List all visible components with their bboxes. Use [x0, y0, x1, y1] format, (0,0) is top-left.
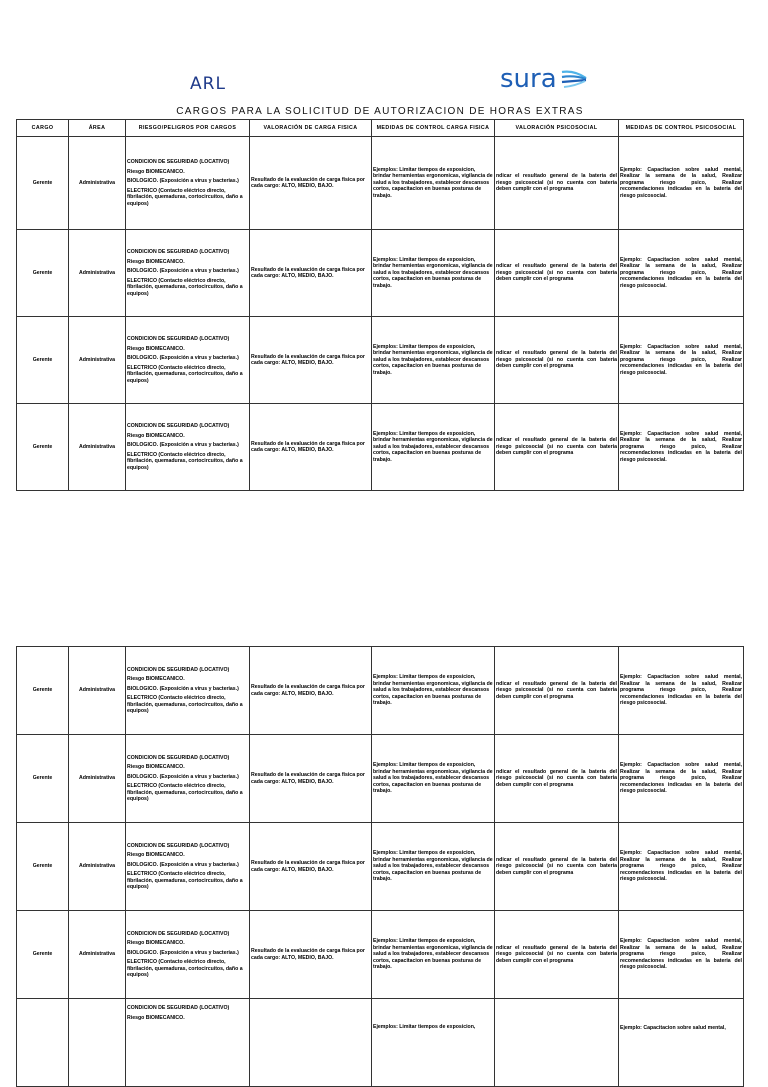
- cargo-cell: Gerente: [17, 647, 69, 735]
- riesgo-cell: [126, 230, 250, 317]
- medidas-fisica-cell: Ejemplos: Limitar tiempos de exposicion,: [372, 999, 495, 1087]
- area-cell: [69, 999, 126, 1087]
- riesgo-cell: [126, 999, 250, 1087]
- valoracion-fisica-cell: Resultado de la evaluación de carga física por cada cargo: ALTO, MEDIO, BAJO.: [250, 137, 372, 230]
- riesgo-cell: [126, 647, 250, 735]
- riesgo-item: CONDICION DE SEGURIDAD (LOCATIVO): [127, 336, 230, 342]
- valoracion-psicosocial-cell: ndicar el resultado general de la bateria del riesgo psicosocial (si no cuenta con bateria deben cumplir con el programa: [495, 137, 619, 230]
- valoracion-psicosocial-cell: ndicar el resultado general de la bateria del riesgo psicosocial (si no cuenta con bateria deben cumplir con el programa: [495, 911, 619, 999]
- riesgo-item: Riesgo BIOMECANICO.: [127, 168, 185, 175]
- medidas-psicosocial-cell: Ejemplo: Capacitacion sobre salud mental, Realizar la semana de la salud, Realizar programa riesgo psico, Realizar recomendaciones indicadas en la bateria del riesgo psicosocial.: [619, 317, 744, 404]
- medidas-fisica-cell: Ejemplos: Limitar tiempos de exposicion, brindar herramientas ergonomicas, vigilancia de salud a los trabajadores, establecer descansos cortos, capacitacion en buenas posturas de trabajo.: [372, 317, 495, 404]
- medidas-fisica-cell: Ejemplos: Limitar tiempos de exposicion, brindar herramientas ergonomicas, vigilancia de salud a los trabajadores, establecer descansos cortos, capacitacion en buenas posturas de trabajo.: [372, 230, 495, 317]
- medidas-psicosocial-cell: Ejemplo: Capacitacion sobre salud mental, Realizar la semana de la salud, Realizar programa riesgo psico, Realizar recomendaciones indicadas en la bateria del riesgo psicosocial.: [619, 911, 744, 999]
- area-cell: Administrativa: [69, 823, 126, 911]
- col-header-medidas-fisica: MEDIDAS DE CONTROL CARGA FISICA: [372, 120, 495, 137]
- riesgo-cell: [126, 137, 250, 230]
- medidas-fisica-cell: Ejemplos: Limitar tiempos de exposicion, brindar herramientas ergonomicas, vigilancia de salud a los trabajadores, establecer descansos cortos, capacitacion en buenas posturas de trabajo.: [372, 647, 495, 735]
- area-cell: Administrativa: [69, 647, 126, 735]
- medidas-psicosocial-cell: Ejemplo: Capacitacion sobre salud mental, Realizar la semana de la salud, Realizar programa riesgo psico, Realizar recomendaciones indicadas en la bateria del riesgo psicosocial.: [619, 735, 744, 823]
- riesgo-item: BIOLOGICO. (Exposición a virus y bacterias.): [127, 178, 239, 184]
- table-row-partial: [17, 999, 744, 1087]
- valoracion-fisica-cell: Resultado de la evaluación de carga física por cada cargo: ALTO, MEDIO, BAJO.: [250, 404, 372, 491]
- riesgo-cell: [126, 735, 250, 823]
- medidas-fisica-cell: Ejemplos: Limitar tiempos de exposicion, brindar herramientas ergonomicas, vigilancia de salud a los trabajadores, establecer descansos cortos, capacitacion en buenas posturas de trabajo.: [372, 911, 495, 999]
- cargo-cell: Gerente: [17, 823, 69, 911]
- riesgo-item: CONDICION DE SEGURIDAD (LOCATIVO): [127, 423, 230, 429]
- table-row: [17, 911, 744, 999]
- cargos-table-page-2: [16, 646, 744, 1087]
- riesgo-item: CONDICION DE SEGURIDAD (LOCATIVO): [127, 930, 230, 937]
- medidas-psicosocial-cell: Ejemplo: Capacitacion sobre salud mental,: [619, 999, 744, 1087]
- riesgo-item: BIOLOGICO. (Exposición a virus y bacterias.): [127, 773, 239, 780]
- valoracion-psicosocial-cell: ndicar el resultado general de la bateria del riesgo psicosocial (si no cuenta con bateria deben cumplir con el programa: [495, 647, 619, 735]
- table-row: [17, 647, 744, 735]
- riesgo-item: ELECTRICO (Contacto eléctrico directo, fibrilación, quemaduras, cortocircuitos, daño a equipos): [127, 783, 243, 802]
- col-header-cargo: CARGO: [17, 120, 69, 137]
- table-row: [17, 823, 744, 911]
- riesgo-item: ELECTRICO (Contacto eléctrico directo, fibrilación, quemaduras, cortocircuitos, daño a equipos): [127, 959, 243, 978]
- riesgo-item: CONDICION DE SEGURIDAD (LOCATIVO): [127, 1005, 230, 1011]
- table-row: [17, 317, 744, 404]
- cargo-cell: Gerente: [17, 404, 69, 491]
- riesgo-item: ELECTRICO (Contacto eléctrico directo, fibrilación, quemaduras, cortocircuitos, daño a equipos): [127, 364, 243, 384]
- area-cell: Administrativa: [69, 137, 126, 230]
- col-header-valoracion-fisica: VALORACIÓN DE CARGA FISICA: [250, 120, 372, 137]
- cargo-cell: Gerente: [17, 735, 69, 823]
- valoracion-fisica-cell: [250, 999, 372, 1087]
- table-row: [17, 404, 744, 491]
- arl-logo: ARL: [190, 74, 226, 94]
- riesgo-item: Riesgo BIOMECANICO.: [127, 676, 185, 682]
- table-row: [17, 137, 744, 230]
- riesgo-cell: [126, 911, 250, 999]
- col-header-valoracion-psicosocial: VALORACIÓN PSICOSOCIAL: [495, 120, 619, 137]
- valoracion-fisica-cell: Resultado de la evaluación de carga física por cada cargo: ALTO, MEDIO, BAJO.: [250, 735, 372, 823]
- medidas-psicosocial-cell: Ejemplo: Capacitacion sobre salud mental, Realizar la semana de la salud, Realizar programa riesgo psico, Realizar recomendaciones indicadas en la bateria del riesgo psicosocial.: [619, 137, 744, 230]
- valoracion-psicosocial-cell: ndicar el resultado general de la bateria del riesgo psicosocial (si no cuenta con bateria deben cumplir con el programa: [495, 404, 619, 491]
- riesgo-item: Riesgo BIOMECANICO.: [127, 1014, 185, 1021]
- medidas-psicosocial-cell: Ejemplo: Capacitacion sobre salud mental, Realizar la semana de la salud, Realizar programa riesgo psico, Realizar recomendaciones indicadas en la bateria del riesgo psicosocial.: [619, 823, 744, 911]
- table-row: [17, 735, 744, 823]
- area-cell: Administrativa: [69, 230, 126, 317]
- riesgo-item: CONDICION DE SEGURIDAD (LOCATIVO): [127, 666, 230, 673]
- cargos-table-page-1: [16, 119, 744, 491]
- table-header-row: [17, 120, 744, 137]
- riesgo-item: ELECTRICO (Contacto eléctrico directo, fibrilación, quemaduras, cortocircuitos, daño a equipos): [127, 695, 243, 714]
- riesgo-item: Riesgo BIOMECANICO.: [127, 345, 185, 352]
- medidas-fisica-cell: Ejemplos: Limitar tiempos de exposicion, brindar herramientas ergonomicas, vigilancia de salud a los trabajadores, establecer descansos cortos, capacitacion en buenas posturas de trabajo.: [372, 735, 495, 823]
- riesgo-item: BIOLOGICO. (Exposición a virus y bacterias.): [127, 442, 239, 448]
- riesgo-item: BIOLOGICO. (Exposición a virus y bacterias.): [127, 861, 239, 868]
- valoracion-fisica-cell: Resultado de la evaluación de carga física por cada cargo: ALTO, MEDIO, BAJO.: [250, 230, 372, 317]
- medidas-psicosocial-cell: Ejemplo: Capacitacion sobre salud mental, Realizar la semana de la salud, Realizar programa riesgo psico, Realizar recomendaciones indicadas en la bateria del riesgo psicosocial.: [619, 404, 744, 491]
- medidas-psicosocial-cell: Ejemplo: Capacitacion sobre salud mental, Realizar la semana de la salud, Realizar programa riesgo psico, Realizar recomendaciones indicadas en la bateria del riesgo psicosocial.: [619, 647, 744, 735]
- valoracion-fisica-cell: Resultado de la evaluación de carga física por cada cargo: ALTO, MEDIO, BAJO.: [250, 823, 372, 911]
- riesgo-item: BIOLOGICO. (Exposición a virus y bacterias.): [127, 355, 239, 361]
- area-cell: Administrativa: [69, 735, 126, 823]
- riesgo-cell: [126, 317, 250, 404]
- riesgo-item: BIOLOGICO. (Exposición a virus y bacterias.): [127, 268, 239, 274]
- sura-logo-text: sura: [500, 64, 557, 94]
- cargo-cell: [17, 999, 69, 1087]
- riesgo-item: BIOLOGICO. (Exposición a virus y bacterias.): [127, 685, 239, 692]
- medidas-fisica-cell: Ejemplos: Limitar tiempos de exposicion, brindar herramientas ergonomicas, vigilancia de salud a los trabajadores, establecer descansos cortos, capacitacion en buenas posturas de trabajo.: [372, 137, 495, 230]
- riesgo-item: Riesgo BIOMECANICO.: [127, 852, 185, 858]
- table-row: [17, 230, 744, 317]
- riesgo-item: CONDICION DE SEGURIDAD (LOCATIVO): [127, 842, 230, 849]
- col-header-area: ÁREA: [69, 120, 126, 137]
- medidas-fisica-cell: Ejemplos: Limitar tiempos de exposicion, brindar herramientas ergonomicas, vigilancia de salud a los trabajadores, establecer descansos cortos, capacitacion en buenas posturas de trabajo.: [372, 404, 495, 491]
- riesgo-cell: [126, 823, 250, 911]
- page-title: CARGOS PARA LA SOLICITUD DE AUTORIZACION DE HORAS EXTRAS: [176, 106, 584, 117]
- valoracion-fisica-cell: Resultado de la evaluación de carga física por cada cargo: ALTO, MEDIO, BAJO.: [250, 647, 372, 735]
- col-header-medidas-psicosocial: MEDIDAS DE CONTROL PSICOSOCIAL: [619, 120, 744, 137]
- riesgo-item: CONDICION DE SEGURIDAD (LOCATIVO): [127, 159, 230, 165]
- valoracion-fisica-cell: Resultado de la evaluación de carga física por cada cargo: ALTO, MEDIO, BAJO.: [250, 911, 372, 999]
- sura-swoosh-icon: [560, 66, 588, 92]
- riesgo-item: Riesgo BIOMECANICO.: [127, 764, 185, 770]
- riesgo-item: ELECTRICO (Contacto eléctrico directo, fibrilación, quemaduras, cortocircuitos, daño a equipos): [127, 187, 243, 207]
- riesgo-item: Riesgo BIOMECANICO.: [127, 432, 185, 439]
- cargo-cell: Gerente: [17, 137, 69, 230]
- riesgo-item: ELECTRICO (Contacto eléctrico directo, fibrilación, quemaduras, cortocircuitos, daño a equipos): [127, 277, 243, 297]
- area-cell: Administrativa: [69, 317, 126, 404]
- area-cell: Administrativa: [69, 911, 126, 999]
- riesgo-cell: [126, 404, 250, 491]
- riesgo-item: ELECTRICO (Contacto eléctrico directo, fibrilación, quemaduras, cortocircuitos, daño a equipos): [127, 451, 243, 471]
- valoracion-psicosocial-cell: ndicar el resultado general de la bateria del riesgo psicosocial (si no cuenta con bateria deben cumplir con el programa: [495, 230, 619, 317]
- area-cell: Administrativa: [69, 404, 126, 491]
- valoracion-psicosocial-cell: ndicar el resultado general de la bateria del riesgo psicosocial (si no cuenta con bateria deben cumplir con el programa: [495, 317, 619, 404]
- riesgo-item: BIOLOGICO. (Exposición a virus y bacterias.): [127, 949, 239, 956]
- medidas-fisica-cell: Ejemplos: Limitar tiempos de exposicion, brindar herramientas ergonomicas, vigilancia de salud a los trabajadores, establecer descansos cortos, capacitacion en buenas posturas de trabajo.: [372, 823, 495, 911]
- riesgo-item: Riesgo BIOMECANICO.: [127, 258, 185, 265]
- valoracion-fisica-cell: Resultado de la evaluación de carga física por cada cargo: ALTO, MEDIO, BAJO.: [250, 317, 372, 404]
- cargo-cell: Gerente: [17, 317, 69, 404]
- medidas-psicosocial-cell: Ejemplo: Capacitacion sobre salud mental, Realizar la semana de la salud, Realizar programa riesgo psico, Realizar recomendaciones indicadas en la bateria del riesgo psicosocial.: [619, 230, 744, 317]
- riesgo-item: ELECTRICO (Contacto eléctrico directo, fibrilación, quemaduras, cortocircuitos, daño a equipos): [127, 871, 243, 890]
- riesgo-item: CONDICION DE SEGURIDAD (LOCATIVO): [127, 249, 230, 255]
- valoracion-psicosocial-cell: ndicar el resultado general de la bateria del riesgo psicosocial (si no cuenta con bateria deben cumplir con el programa: [495, 735, 619, 823]
- cargo-cell: Gerente: [17, 230, 69, 317]
- valoracion-psicosocial-cell: [495, 999, 619, 1087]
- col-header-riesgo: RIESGO/PELIGROS POR CARGOS: [126, 120, 250, 137]
- valoracion-psicosocial-cell: ndicar el resultado general de la bateria del riesgo psicosocial (si no cuenta con bateria deben cumplir con el programa: [495, 823, 619, 911]
- sura-logo: [500, 62, 588, 96]
- riesgo-item: Riesgo BIOMECANICO.: [127, 940, 185, 946]
- riesgo-item: CONDICION DE SEGURIDAD (LOCATIVO): [127, 754, 230, 761]
- cargo-cell: Gerente: [17, 911, 69, 999]
